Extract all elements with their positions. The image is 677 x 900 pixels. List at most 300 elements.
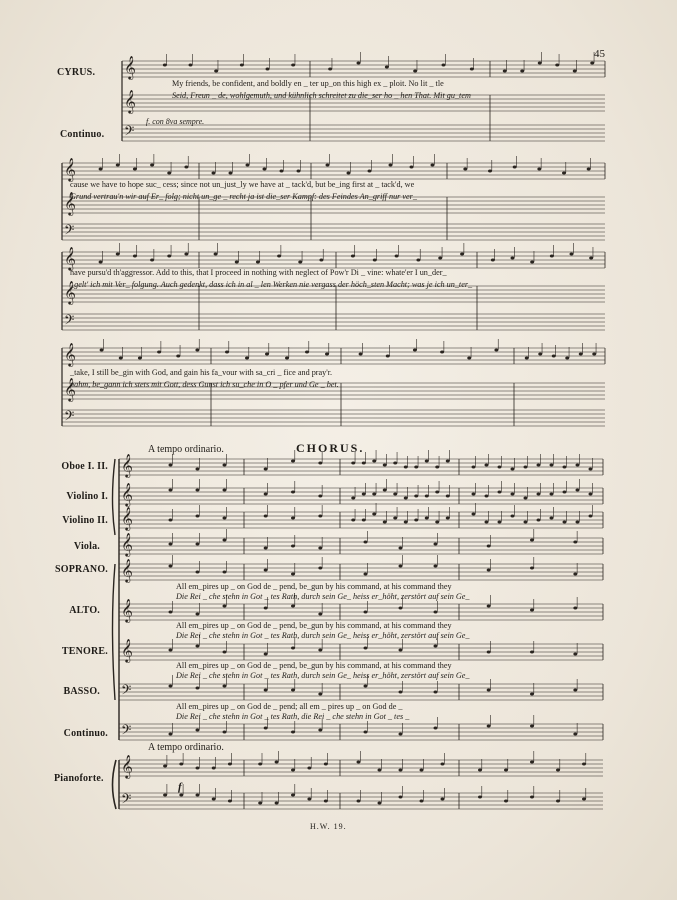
piano-notes-0-0-note [212, 767, 216, 770]
lyrics-de-3: _gelt' ich mit Ver_ folgung. Auch gedenkt, dass ich in al _ len Werken nie vergass der höch_sten Macht; was je ich un_ter_ [70, 280, 473, 289]
chorus-fclef-7: 𝄢 [121, 682, 132, 701]
chorus-notes-1-2-note [425, 495, 429, 498]
chorus-notes-6-2-note [434, 645, 438, 648]
voice-2-3-note [570, 253, 574, 256]
chorus-notes-7-1-note [318, 693, 322, 696]
chorus-notes-0-3-note [472, 466, 476, 469]
voice-3-3-note [592, 353, 596, 356]
chorus-notes-8-0-note [196, 729, 200, 732]
piano-notes-0-3-note [530, 761, 534, 764]
voice-3-2-note [494, 349, 498, 352]
voice-1-2-note [368, 170, 372, 173]
orchestra-bracket [113, 459, 116, 535]
lyrics-de-4: nahm, be_gann ich stets mit Gott, dess Gunst ich su_che in O _ pfer und Ge _ bet. [70, 380, 339, 389]
chorus-notes-4-3-note [573, 573, 577, 576]
piano-notes-0-1-note [275, 761, 279, 764]
piano-notes-1-1-note [275, 802, 279, 805]
chorus-notes-1-2-note [404, 497, 408, 500]
piano-notes-0-0-note [228, 763, 232, 766]
treble-clef-cont-3: 𝄞 [64, 377, 76, 401]
chorus-notes-0-2-note [446, 460, 450, 463]
voice-3-1-note [325, 353, 329, 356]
chorus-notes-5-2-note [434, 611, 438, 614]
chorus-notes-2-3-note [511, 515, 515, 518]
treble-clef-3: 𝄞 [64, 342, 76, 366]
chorus-notes-2-2-note [435, 521, 439, 524]
chorus-notes-8-2-note [364, 731, 368, 734]
voice-2-1-note [214, 253, 218, 256]
voice-1-3-note [488, 170, 492, 173]
tenor-lyrics-en: All em_pires up _ on God de _ pend, be_gun by his command, at his command they [176, 661, 452, 670]
chorus-notes-2-2-note [351, 519, 355, 522]
chorus-notes-4-1-note [264, 569, 268, 572]
chorus-notes-1-2-note [414, 495, 418, 498]
label-violino-1: Violino I. [66, 491, 108, 502]
voice-2-2-note [460, 253, 464, 256]
voice-1-3-note [463, 168, 467, 171]
chorus-notes-0-0-note [196, 468, 200, 471]
treble-clef-cont-1: 𝄞 [64, 191, 76, 215]
chorus-notes-5-2-note [364, 611, 368, 614]
piano-notes-0-3-note [582, 763, 586, 766]
voice-1-1-note [263, 168, 267, 171]
chorus-notes-2-3-note [498, 521, 502, 524]
voice-2-2-note [373, 259, 377, 262]
chorus-notes-1-2-note [435, 491, 439, 494]
voice-2-3-note [530, 261, 534, 264]
chorus-notes-2-3-note [576, 521, 580, 524]
voice-2-0-note [116, 253, 120, 256]
piano-notes-1-1-note [258, 802, 262, 805]
voice-1-0-note [150, 164, 154, 167]
chorus-notes-3-0-note [196, 543, 200, 546]
chorus-notes-1-3-note [563, 491, 567, 494]
dynamic-1: f. con 8va sempre. [146, 117, 205, 126]
chorus-notes-1-1-note [291, 491, 295, 494]
tempo-marking: A tempo ordinario. [148, 444, 224, 455]
chorus-notes-5-0-note [169, 611, 173, 614]
voice-2-1-note [319, 259, 323, 262]
chorus-notes-4-1-note [291, 573, 295, 576]
page-number: 45 [594, 48, 605, 60]
chorus-notes-0-2-note [435, 466, 439, 469]
chorus-notes-2-2-note [393, 517, 397, 520]
voice-1-0-note [133, 168, 137, 171]
bass-clef-1: 𝄢 [64, 222, 75, 241]
voice-2-1-note [298, 261, 302, 264]
chorus-notes-1-3-note [498, 491, 502, 494]
voice-2-2-note [438, 257, 442, 260]
voice-1-3-note [562, 172, 566, 175]
piano-bass-clef: 𝄢 [121, 791, 132, 810]
voice-0-2-note [590, 62, 594, 65]
piano-notes-1-2-note [420, 800, 424, 803]
piano-notes-0-3-note [478, 769, 482, 772]
chorus-notes-2-3-note [485, 521, 489, 524]
chorus-notes-2-3-note [472, 513, 476, 516]
chorus-notes-5-3-note [573, 607, 577, 610]
piano-notes-1-3-note [478, 796, 482, 799]
voice-0-2-note [503, 70, 507, 73]
chorus-notes-2-0-note [196, 515, 200, 518]
chorus-notes-2-2-note [372, 513, 376, 516]
chorus-notes-7-3-note [487, 689, 491, 692]
voice-2-1-note [256, 261, 260, 264]
chorus-notes-5-0-note [223, 605, 227, 608]
voice-3-3-note [538, 353, 542, 356]
chorus-notes-3-3-note [530, 539, 534, 542]
piano-notes-1-0-note [163, 794, 167, 797]
chorus-notes-0-0-note [169, 464, 173, 467]
voice-3-1-note [225, 351, 229, 354]
chorus-notes-2-1-note [264, 515, 268, 518]
voice-0-2-note [573, 70, 577, 73]
chorus-notes-6-0-note [223, 651, 227, 654]
chorus-notes-5-3-note [487, 605, 491, 608]
chorus-notes-1-3-note [589, 493, 593, 496]
piano-notes-0-1-note [307, 767, 311, 770]
chorus-clef-3: 𝄞 [121, 532, 133, 556]
chorus-notes-1-3-note [472, 493, 476, 496]
voice-0-0-note [240, 64, 244, 67]
chorus-notes-0-2-note [351, 462, 355, 465]
treble-clef-1: 𝄞 [64, 157, 76, 181]
chorus-notes-1-1-note [318, 495, 322, 498]
lyrics-en-3: have pursu'd th'aggressor. Add to this, that I proceed in nothing with neglect of Pow'r Di _ vine: whate'er I un_der_ [70, 268, 447, 277]
chorus-notes-0-3-note [537, 464, 541, 467]
piano-notes-1-3-note [582, 798, 586, 801]
chorus-notes-2-0-note [223, 517, 227, 520]
chorus-notes-0-1-note [264, 468, 268, 471]
piano-notes-1-0-note [212, 798, 216, 801]
voice-1-0-note [167, 172, 171, 175]
piano-notes-0-0-note [179, 763, 183, 766]
voice-1-2-note [389, 164, 393, 167]
label-oboe: Oboe I. II. [61, 461, 108, 472]
chorus-notes-0-2-note [425, 460, 429, 463]
lyrics-en-2: cause we have to hope suc_ cess; since not un_just_ly we have at _ tack'd, but be_ing first at _ tack'd, we [70, 180, 415, 189]
voice-2-3-note [550, 255, 554, 258]
chorus-notes-6-2-note [364, 647, 368, 650]
voice-0-2-note [555, 64, 559, 67]
voice-2-3-note [491, 259, 495, 262]
chorus-clef-2: 𝄞 [121, 506, 133, 530]
voice-0-0-note [291, 64, 295, 67]
voice-1-2-note [410, 166, 414, 169]
chorus-notes-6-1-note [318, 649, 322, 652]
piano-notes-0-3-note [504, 769, 508, 772]
bass-clef-2: 𝄢 [64, 312, 75, 331]
voice-2-0-note [133, 255, 137, 258]
chorus-notes-8-0-note [223, 731, 227, 734]
treble-clef-0: 𝄞 [124, 55, 136, 79]
voice-2-2-note [351, 255, 355, 258]
chorus-notes-2-3-note [537, 519, 541, 522]
piano-notes-0-2-note [357, 761, 361, 764]
chorus-notes-0-3-note [589, 468, 593, 471]
bass-lyrics-de: Die Rei _ che stehn in Got _ tes Rath, die Rei _ che stehn in Got _ tes _ [176, 712, 410, 721]
chorus-notes-2-3-note [550, 517, 554, 520]
label-violino-2: Violino II. [62, 515, 108, 526]
soprano-lyrics-de: Die Rei _ che stehn in Got _ tes Rath, durch sein Ge_ heiss er_höht, zerstört auf sein Ge_ [176, 592, 470, 601]
piano-notes-1-2-note [399, 796, 403, 799]
voice-0-0-note [214, 70, 218, 73]
chorus-notes-2-0-note [169, 519, 173, 522]
chorus-notes-4-1-note [318, 567, 322, 570]
tenor-lyrics-de: Die Rei _ che stehn in Got _ tes Rath, durch sein Ge_ heiss er_höht, zerstört auf sein Ge_ [176, 671, 470, 680]
chorus-notes-2-3-note [524, 521, 528, 524]
chorus-notes-7-0-note [223, 685, 227, 688]
chorus-notes-0-2-note [393, 462, 397, 465]
chorus-notes-2-3-note [563, 521, 567, 524]
voice-2-2-note [395, 255, 399, 258]
chorus-notes-0-3-note [498, 466, 502, 469]
piano-notes-0-1-note [324, 763, 328, 766]
voice-2-2-note [416, 259, 420, 262]
chorus-notes-1-2-note [446, 495, 450, 498]
label-soprano: SOPRANO. [55, 564, 108, 575]
chorus-notes-7-2-note [434, 691, 438, 694]
voice-1-0-note [184, 166, 188, 169]
chorus-notes-6-3-note [487, 651, 491, 654]
voice-0-1-note [328, 68, 332, 71]
voice-1-1-note [229, 172, 233, 175]
chorus-notes-2-1-note [291, 517, 295, 520]
piano-notes-1-2-note [378, 802, 382, 805]
piano-notes-1-2-note [441, 798, 445, 801]
chorus-notes-8-1-note [264, 727, 268, 730]
chorus-notes-2-2-note [362, 519, 366, 522]
chorus-notes-7-1-note [264, 689, 268, 692]
chorus-notes-6-3-note [530, 651, 534, 654]
voice-3-3-note [525, 357, 529, 360]
chorus-notes-6-3-note [573, 653, 577, 656]
voice-1-2-note [431, 164, 435, 167]
chorus-notes-4-0-note [169, 565, 173, 568]
chorus-notes-2-3-note [589, 515, 593, 518]
chorus-notes-8-2-note [399, 733, 403, 736]
chorus-notes-0-3-note [511, 468, 515, 471]
piano-notes-1-3-note [504, 800, 508, 803]
chorus-notes-8-2-note [434, 727, 438, 730]
chorus-notes-4-2-note [399, 565, 403, 568]
chorus-notes-3-2-note [399, 547, 403, 550]
piano-notes-0-1-note [291, 769, 295, 772]
lyrics-de-1: Seid, Freun _ de, wohlgemuth, und kühnlich schreitet zu die_ser ho _ hen That. Mit gu_tem [172, 91, 471, 100]
piano-notes-1-3-note [530, 796, 534, 799]
chorus-notes-1-2-note [351, 497, 355, 500]
chorus-notes-1-0-note [169, 489, 173, 492]
footer-plate-number: H.W. 19. [310, 822, 347, 831]
voice-1-3-note [513, 166, 517, 169]
voice-3-3-note [552, 355, 556, 358]
voice-0-1-note [470, 68, 474, 71]
chorus-notes-0-3-note [524, 466, 528, 469]
voice-0-1-note [385, 66, 389, 69]
voice-2-3-note [589, 257, 593, 260]
piano-notes-1-2-note [357, 800, 361, 803]
chorus-notes-1-3-note [485, 495, 489, 498]
piano-treble-clef: 𝄞 [121, 754, 133, 778]
piano-brace [113, 760, 117, 809]
chorus-clef-4: 𝄞 [121, 558, 133, 582]
voice-3-0-note [176, 355, 180, 358]
voice-0-1-note [357, 62, 361, 65]
label-tenore: TENORE. [61, 646, 108, 657]
voice-1-3-note [587, 168, 591, 171]
voice-1-0-note [99, 168, 103, 171]
voice-3-2-note [413, 349, 417, 352]
chorus-notes-1-2-note [383, 489, 387, 492]
voice-3-0-note [138, 357, 142, 360]
chorus-notes-5-3-note [530, 609, 534, 612]
chorus-notes-1-3-note [576, 489, 580, 492]
chorus-notes-1-3-note [511, 493, 515, 496]
bass-clef-3: 𝄢 [64, 408, 75, 427]
alto-lyrics-en: All em_pires up _ on God de _ pend, be_gun by his command, at his command they [176, 621, 452, 630]
piano-notes-0-1-note [258, 763, 262, 766]
piano-notes-1-0-note [179, 794, 183, 797]
chorus-notes-0-1-note [291, 460, 295, 463]
voice-3-2-note [359, 353, 363, 356]
voice-2-0-note [184, 253, 188, 256]
voice-2-1-note [235, 261, 239, 264]
voice-1-0-note [116, 164, 120, 167]
piano-tempo-marking: A tempo ordinario. [148, 742, 224, 753]
soprano-lyrics-en: All em_pires up _ on God de _ pend, be_gun by his command, at his command they [176, 582, 452, 591]
chorus-notes-7-3-note [530, 693, 534, 696]
label-alto: ALTO. [69, 605, 100, 616]
label-continuo-1: Continuo. [60, 129, 105, 140]
chorus-notes-0-3-note [550, 464, 554, 467]
bass-lyrics-en: All em_pires up _ on God de _ pend; all em _ pires up _ on God de _ [176, 702, 403, 711]
voice-3-2-note [386, 355, 390, 358]
chorus-notes-8-3-note [530, 725, 534, 728]
chorus-notes-0-0-note [223, 464, 227, 467]
piano-notes-0-2-note [378, 769, 382, 772]
chorus-notes-6-1-note [291, 647, 295, 650]
piano-notes-0-0-note [196, 767, 200, 770]
chorus-notes-0-3-note [563, 466, 567, 469]
chorus-notes-5-1-note [318, 613, 322, 616]
lyrics-de-2: Grund vertrau'n wir auf Er_ folg; nicht un_ge _ recht ja ist die_ser Kampf: des Feindes An_griff nur ver_ [70, 192, 417, 201]
lyrics-en-1: My friends, be confident, and boldly en _ ter up_on this high ex _ ploit. No lit _ tle [172, 79, 444, 88]
chorus-notes-7-0-note [196, 687, 200, 690]
chorus-notes-7-0-note [169, 685, 173, 688]
voice-3-1-note [265, 353, 269, 356]
chorus-notes-2-1-note [318, 515, 322, 518]
voice-3-1-note [285, 357, 289, 360]
chorus-notes-6-1-note [264, 653, 268, 656]
chorus-clef-1: 𝄞 [121, 482, 133, 506]
chorus-notes-1-2-note [372, 493, 376, 496]
chorus-notes-4-0-note [223, 571, 227, 574]
chorus-notes-1-0-note [196, 489, 200, 492]
voice-1-1-note [246, 164, 250, 167]
chorus-notes-3-0-note [169, 543, 173, 546]
piano-notes-0-3-note [556, 769, 560, 772]
label-cyrus: CYRUS. [57, 67, 96, 78]
piano-notes-1-1-note [324, 800, 328, 803]
chorus-notes-4-3-note [530, 567, 534, 570]
chorus-notes-3-1-note [264, 547, 268, 550]
chorus-notes-8-1-note [318, 729, 322, 732]
voice-2-0-note [150, 259, 154, 262]
chorus-notes-4-0-note [196, 571, 200, 574]
chorus-notes-2-2-note [414, 519, 418, 522]
chorus-notes-5-1-note [291, 605, 295, 608]
chorus-notes-7-2-note [364, 685, 368, 688]
voice-2-0-note [167, 255, 171, 258]
chorus-notes-7-3-note [573, 689, 577, 692]
voice-3-0-note [195, 349, 199, 352]
chorus-notes-8-3-note [573, 733, 577, 736]
chorus-notes-2-2-note [446, 517, 450, 520]
chorus-notes-1-3-note [550, 493, 554, 496]
chorus-notes-3-1-note [318, 547, 322, 550]
voice-3-1-note [305, 351, 309, 354]
voice-3-0-note [119, 357, 123, 360]
voice-2-3-note [511, 257, 515, 260]
chorus-notes-2-2-note [425, 517, 429, 520]
piano-notes-1-1-note [307, 798, 311, 801]
voice-3-0-note [100, 349, 104, 352]
chorus-notes-6-0-note [169, 649, 173, 652]
label-pianoforte: Pianoforte. [54, 773, 104, 784]
chorus-notes-0-3-note [576, 464, 580, 467]
chorus-clef-0: 𝄞 [121, 453, 133, 477]
chorus-notes-3-0-note [223, 539, 227, 542]
chorus-notes-3-3-note [573, 541, 577, 544]
voice-1-1-note [297, 170, 301, 173]
voice-3-2-note [467, 357, 471, 360]
chorus-notes-0-1-note [318, 462, 322, 465]
chorus-fclef-8: 𝄢 [121, 722, 132, 741]
voice-3-3-note [565, 357, 569, 360]
chorus-notes-6-2-note [399, 649, 403, 652]
voice-2-0-note [99, 261, 103, 264]
piano-notes-0-0-note [163, 765, 167, 768]
chorus-notes-7-1-note [291, 689, 295, 692]
chorus-notes-2-2-note [383, 521, 387, 524]
voice-0-2-note [538, 62, 542, 65]
chorus-notes-8-0-note [169, 733, 173, 736]
chorus-notes-4-2-note [434, 565, 438, 568]
label-continuo-2: Continuo. [63, 728, 108, 739]
voice-2-1-note [277, 255, 281, 258]
voice-0-0-note [163, 64, 167, 67]
treble-clef-2: 𝄞 [64, 246, 76, 270]
voice-0-1-note [413, 70, 417, 73]
chorus-notes-4-3-note [487, 569, 491, 572]
voice-1-1-note [212, 172, 216, 175]
chorus-notes-0-2-note [404, 466, 408, 469]
chorus-notes-3-2-note [434, 543, 438, 546]
voice-0-2-note [520, 70, 524, 73]
label-basso: BASSO. [63, 686, 100, 697]
voice-1-1-note [280, 170, 284, 173]
piano-notes-1-0-note [196, 794, 200, 797]
voice-1-3-note [537, 168, 541, 171]
chorus-notes-3-2-note [364, 541, 368, 544]
chorus-notes-1-3-note [524, 497, 528, 500]
chorus-notes-1-3-note [537, 493, 541, 496]
voice-0-1-note [442, 64, 446, 67]
chorus-notes-1-1-note [264, 493, 268, 496]
chorus-notes-5-1-note [264, 607, 268, 610]
treble-clef-cont-2: 𝄞 [64, 280, 76, 304]
chorus-notes-1-0-note [223, 489, 227, 492]
